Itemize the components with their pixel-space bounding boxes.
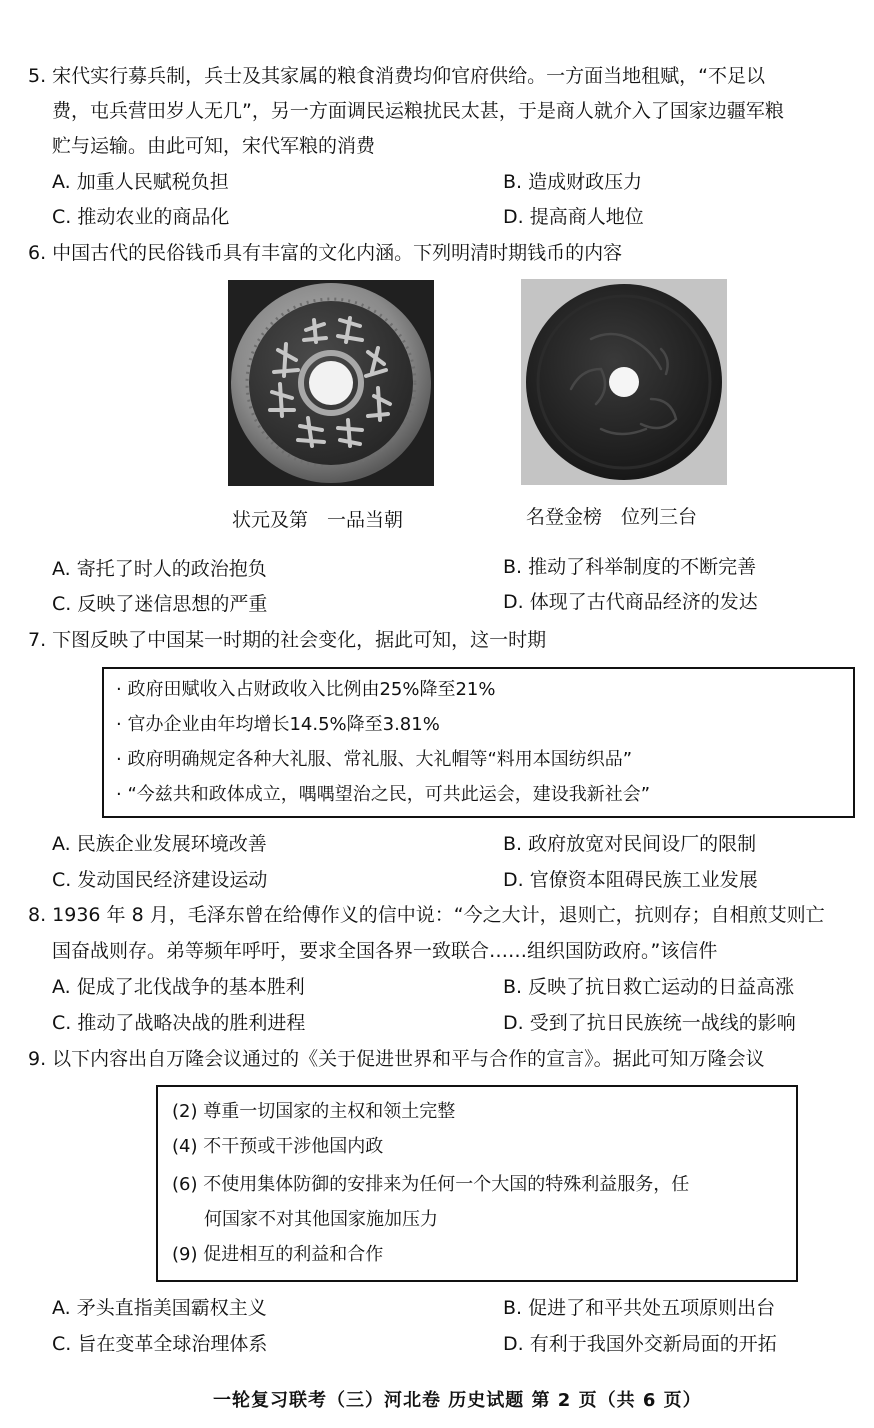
q5-option-a: A. 加重人民赋税负担 <box>52 171 229 193</box>
q9-option-b: B. 促进了和平共处五项原则出台 <box>503 1297 776 1319</box>
q9-option-d: D. 有利于我国外交新局面的开拓 <box>503 1333 777 1355</box>
q7-box-line-1: · 政府田赋收入占财政收入比例由25%降至21% <box>116 679 496 700</box>
q5-line-1: 5. 宋代实行募兵制，兵士及其家属的粮食消费均仰官府供给。一方面当地租赋，“不足以 <box>28 65 766 87</box>
q7-option-d: D. 官僚资本阻碍民族工业发展 <box>503 869 758 891</box>
q9-option-c: C. 旨在变革全球治理体系 <box>52 1333 268 1355</box>
q8-line-1: 8. 1936 年 8 月，毛泽东曾在给傅作义的信中说：“今之大计，退则亡，抗则存；自相煎艾则亡 <box>28 904 825 926</box>
q6-option-d: D. 体现了古代商品经济的发达 <box>503 591 758 613</box>
coin-image-2 <box>521 279 727 485</box>
q5-option-c: C. 推动农业的商品化 <box>52 206 230 228</box>
q8-option-c: C. 推动了战略决战的胜利进程 <box>52 1012 306 1034</box>
q7-box-line-3: · 政府明确规定各种大礼服、常礼服、大礼帽等“料用本国纺织品” <box>116 749 633 770</box>
q8-line-2: 国奋战则存。弟等频年呼吁，要求全国各界一致联合……组织国防政府。”该信件 <box>52 940 718 962</box>
q7-info-box <box>102 667 855 818</box>
q7-box-line-2: · 官办企业由年均增长14.5%降至3.81% <box>116 714 440 735</box>
q8-option-a: A. 促成了北伐战争的基本胜利 <box>52 976 305 998</box>
q6-stem: 6. 中国古代的民俗钱币具有丰富的文化内涵。下列明清时期钱币的内容 <box>28 242 623 264</box>
coin-1-illustration <box>228 280 434 486</box>
q7-option-b: B. 政府放宽对民间设厂的限制 <box>503 833 757 855</box>
coin-2-caption: 名登金榜 位列三台 <box>526 506 698 528</box>
coin-2-illustration <box>521 279 727 485</box>
page-footer: 一轮复习联考（三）河北卷 历史试题 第 2 页（共 6 页） <box>213 1390 702 1411</box>
q8-option-b: B. 反映了抗日救亡运动的日益高涨 <box>503 976 795 998</box>
q6-option-c: C. 反映了迷信思想的严重 <box>52 593 268 615</box>
q9-box-line-1: (2) 尊重一切国家的主权和领土完整 <box>172 1101 456 1122</box>
q6-option-b: B. 推动了科举制度的不断完善 <box>503 556 757 578</box>
q8-option-d: D. 受到了抗日民族统一战线的影响 <box>503 1012 796 1034</box>
q5-line-3: 贮与运输。由此可知，宋代军粮的消费 <box>52 135 376 157</box>
q5-option-d: D. 提高商人地位 <box>503 206 644 228</box>
q9-info-box <box>156 1085 798 1282</box>
q9-box-line-5: (9) 促进相互的利益和合作 <box>172 1244 384 1265</box>
q9-box-line-2: (4) 不干预或干涉他国内政 <box>172 1136 384 1157</box>
coin-1-caption: 状元及第 一品当朝 <box>232 509 404 531</box>
q7-option-c: C. 发动国民经济建设运动 <box>52 869 268 891</box>
q6-option-a: A. 寄托了时人的政治抱负 <box>52 558 267 580</box>
q9-option-a: A. 矛头直指美国霸权主义 <box>52 1297 267 1319</box>
q5-line-2: 费，屯兵营田岁人无几”，另一方面调民运粮扰民太甚，于是商人就介入了国家边疆军粮 <box>52 100 784 122</box>
coin-image-1 <box>228 280 434 486</box>
q5-option-b: B. 造成财政压力 <box>503 171 643 193</box>
q7-stem: 7. 下图反映了中国某一时期的社会变化，据此可知，这一时期 <box>28 629 547 651</box>
q7-option-a: A. 民族企业发展环境改善 <box>52 833 267 855</box>
q9-box-line-4: 何国家不对其他国家施加压力 <box>204 1209 438 1230</box>
q7-box-line-4: · “今兹共和政体成立，喁喁望治之民，可共此运会，建设我新社会” <box>116 784 651 805</box>
q9-stem: 9. 以下内容出自万隆会议通过的《关于促进世界和平与合作的宣言》。据此可知万隆会议 <box>28 1048 765 1070</box>
q9-box-line-3: (6) 不使用集体防御的安排来为任何一个大国的特殊利益服务，任 <box>172 1174 690 1195</box>
